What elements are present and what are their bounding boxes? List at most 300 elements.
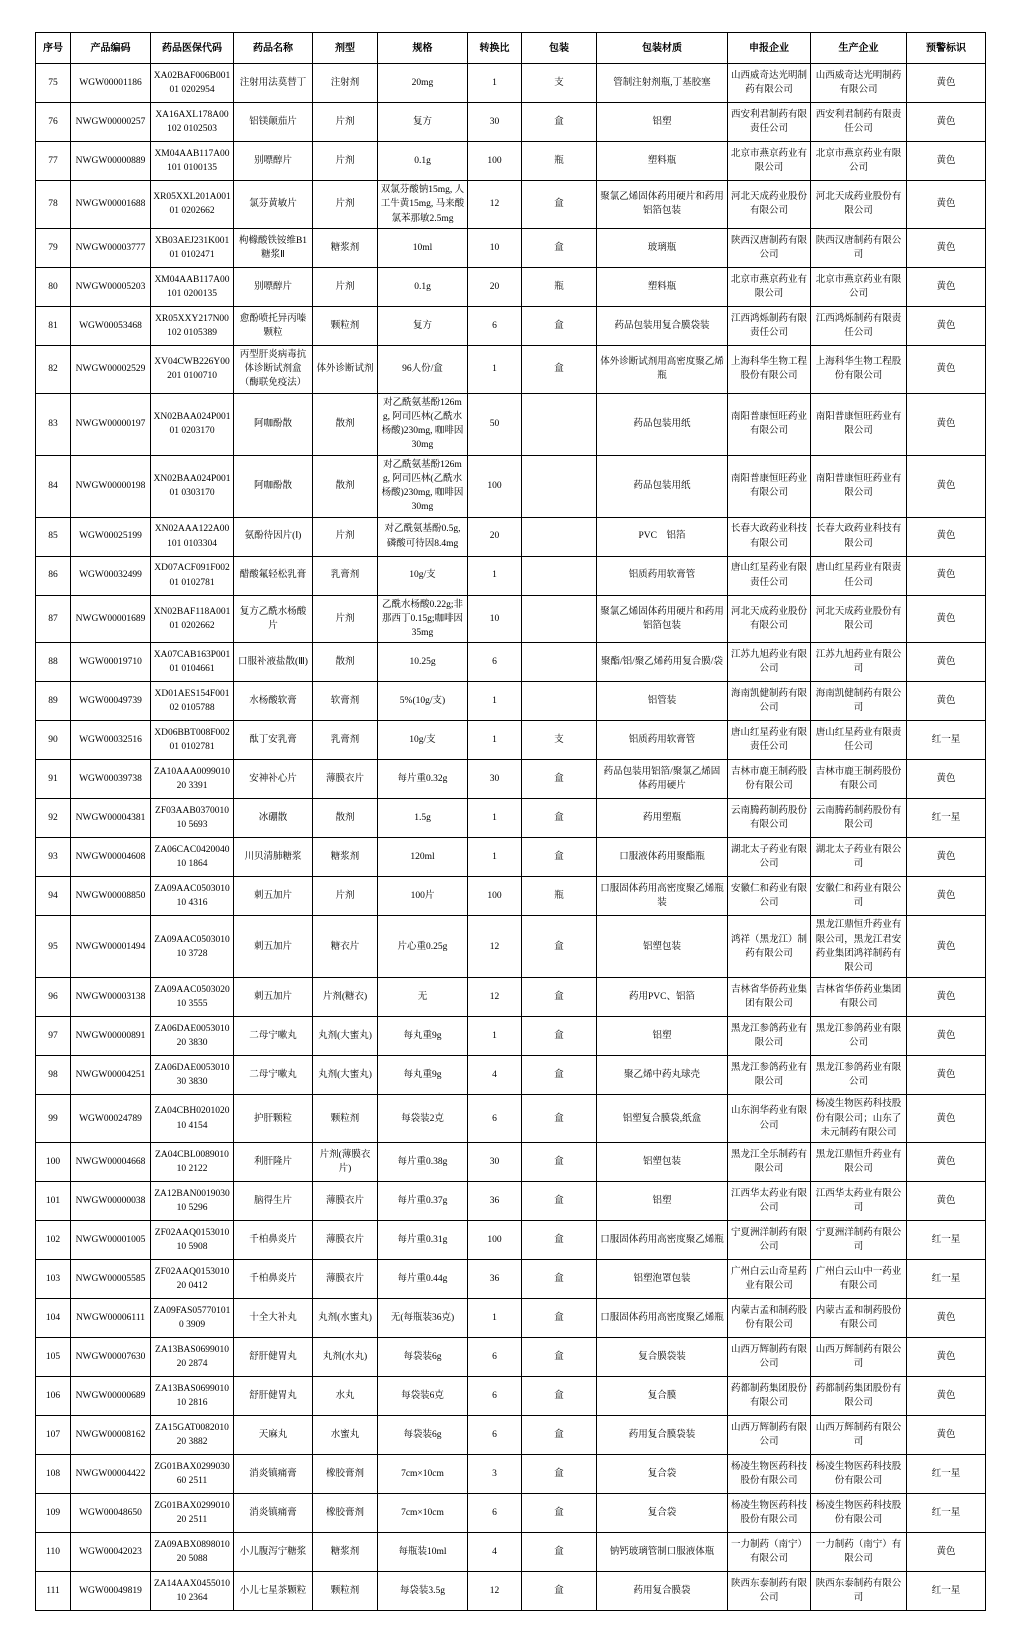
cell-conversion-ratio: 10 xyxy=(468,228,522,267)
cell-dosage-form: 薄膜衣片 xyxy=(313,1221,378,1260)
table-row xyxy=(36,393,986,455)
table-row xyxy=(36,1017,986,1056)
cell-conversion-ratio: 100 xyxy=(468,142,522,181)
cell-package: 支 xyxy=(522,721,597,760)
cell-package: 盒 xyxy=(522,799,597,838)
cell-spec: 10ml xyxy=(378,228,468,267)
cell-seq: 93 xyxy=(36,838,71,877)
cell-seq: 100 xyxy=(36,1143,71,1182)
cell-package-material: 聚氯乙烯固体药用硬片和药用铝箔包装 xyxy=(597,181,728,229)
cell-insurance-code: ZA13BAS069901010 2816 xyxy=(151,1377,234,1416)
cell-package-material: 药用复合膜袋装 xyxy=(597,1416,728,1455)
table-row xyxy=(36,1455,986,1494)
cell-insurance-code: ZA06CAC042004010 1864 xyxy=(151,838,234,877)
cell-product-code: NWGW00007630 xyxy=(71,1338,151,1377)
table-row xyxy=(36,1221,986,1260)
cell-manufacturer: 陕西汉唐制药有限公司 xyxy=(811,228,907,267)
cell-dosage-form: 乳膏剂 xyxy=(313,556,378,595)
cell-drug-name: 刺五加片 xyxy=(234,978,313,1017)
cell-warning-label: 黄色 xyxy=(907,838,986,877)
cell-conversion-ratio: 36 xyxy=(468,1182,522,1221)
cell-dosage-form: 丸剂(水蜜丸) xyxy=(313,1299,378,1338)
table-row xyxy=(36,345,986,393)
cell-conversion-ratio: 36 xyxy=(468,1260,522,1299)
cell-package: 瓶 xyxy=(522,267,597,306)
cell-drug-name: 铝镁颠茄片 xyxy=(234,103,313,142)
table-row xyxy=(36,838,986,877)
cell-package-material: 口服固体药用高密度聚乙烯瓶 xyxy=(597,1299,728,1338)
cell-conversion-ratio: 3 xyxy=(468,1455,522,1494)
cell-spec: 每袋装2克 xyxy=(378,1095,468,1143)
cell-seq: 80 xyxy=(36,267,71,306)
cell-seq: 101 xyxy=(36,1182,71,1221)
cell-drug-name: 氨酚待因片(Ⅰ) xyxy=(234,517,313,556)
table-header xyxy=(36,33,986,64)
cell-product-code: NWGW00001688 xyxy=(71,181,151,229)
cell-dosage-form: 片剂 xyxy=(313,142,378,181)
cell-manufacturer: 广州白云山中一药业有限公司 xyxy=(811,1260,907,1299)
cell-package-material: 铝塑泡罩包装 xyxy=(597,1260,728,1299)
cell-seq: 75 xyxy=(36,64,71,103)
cell-product-code: WGW00032499 xyxy=(71,556,151,595)
cell-spec: 10g/支 xyxy=(378,556,468,595)
cell-dosage-form: 片剂 xyxy=(313,517,378,556)
cell-conversion-ratio: 6 xyxy=(468,1377,522,1416)
cell-seq: 107 xyxy=(36,1416,71,1455)
cell-dosage-form: 橡胶膏剂 xyxy=(313,1455,378,1494)
cell-product-code: NWGW00000891 xyxy=(71,1017,151,1056)
cell-warning-label: 红一星 xyxy=(907,1455,986,1494)
cell-spec: 0.1g xyxy=(378,267,468,306)
cell-package: 盒 xyxy=(522,760,597,799)
cell-package xyxy=(522,556,597,595)
cell-warning-label: 黄色 xyxy=(907,1338,986,1377)
cell-spec: 每袋装6g xyxy=(378,1338,468,1377)
cell-conversion-ratio: 12 xyxy=(468,1572,522,1611)
cell-manufacturer: 黑龙江参鸽药业有限公司 xyxy=(811,1056,907,1095)
cell-conversion-ratio: 6 xyxy=(468,1338,522,1377)
cell-drug-name: 小儿腹泻宁糖浆 xyxy=(234,1533,313,1572)
cell-conversion-ratio: 6 xyxy=(468,1416,522,1455)
cell-product-code: NWGW00004381 xyxy=(71,799,151,838)
column-header-manufacturer: 生产企业 xyxy=(811,33,907,64)
cell-product-code: NWGW00000197 xyxy=(71,393,151,455)
cell-declaring-company: 唐山红星药业有限责任公司 xyxy=(728,721,811,760)
cell-dosage-form: 薄膜衣片 xyxy=(313,760,378,799)
table-row xyxy=(36,1095,986,1143)
cell-manufacturer: 河北天成药业股份有限公司 xyxy=(811,181,907,229)
cell-drug-name: 二母宁嗽丸 xyxy=(234,1017,313,1056)
cell-warning-label: 黄色 xyxy=(907,103,986,142)
cell-insurance-code: ZA09AAC050301010 3728 xyxy=(151,916,234,978)
cell-drug-name: 复方乙酰水杨酸片 xyxy=(234,595,313,643)
cell-warning-label: 黄色 xyxy=(907,556,986,595)
cell-dosage-form: 注射剂 xyxy=(313,64,378,103)
cell-seq: 105 xyxy=(36,1338,71,1377)
cell-conversion-ratio: 1 xyxy=(468,1299,522,1338)
cell-package: 盒 xyxy=(522,1299,597,1338)
cell-manufacturer: 海南凯健制药有限公司 xyxy=(811,682,907,721)
cell-manufacturer: 黑龙江鼎恒升药业有限公司，黑龙江君安药业集团鸿祥制药有限公司 xyxy=(811,916,907,978)
cell-spec: 无 xyxy=(378,978,468,1017)
cell-seq: 85 xyxy=(36,517,71,556)
cell-drug-name: 二母宁嗽丸 xyxy=(234,1056,313,1095)
cell-package: 盒 xyxy=(522,1533,597,1572)
cell-insurance-code: XM04AAB117A00101 0100135 xyxy=(151,142,234,181)
cell-warning-label: 黄色 xyxy=(907,142,986,181)
cell-package-material: 铝管装 xyxy=(597,682,728,721)
cell-package: 盒 xyxy=(522,1338,597,1377)
cell-manufacturer: 黑龙江鼎恒升药业有限公司 xyxy=(811,1143,907,1182)
cell-insurance-code: ZA09AAC050301010 4316 xyxy=(151,877,234,916)
cell-product-code: NWGW00006111 xyxy=(71,1299,151,1338)
cell-spec: 无(每瓶装36克) xyxy=(378,1299,468,1338)
cell-seq: 89 xyxy=(36,682,71,721)
cell-manufacturer: 安徽仁和药业有限公司 xyxy=(811,877,907,916)
cell-seq: 76 xyxy=(36,103,71,142)
cell-dosage-form: 散剂 xyxy=(313,643,378,682)
cell-manufacturer: 湖北太子药业有限公司 xyxy=(811,838,907,877)
cell-conversion-ratio: 6 xyxy=(468,1494,522,1533)
cell-package-material: 药用PVC、铝箔 xyxy=(597,978,728,1017)
cell-seq: 99 xyxy=(36,1095,71,1143)
cell-declaring-company: 黑龙江全乐制药有限公司 xyxy=(728,1143,811,1182)
cell-package: 盒 xyxy=(522,838,597,877)
cell-insurance-code: XN02BAA024P00101 0203170 xyxy=(151,393,234,455)
table-row xyxy=(36,103,986,142)
cell-spec: 0.1g xyxy=(378,142,468,181)
cell-warning-label: 黄色 xyxy=(907,306,986,345)
cell-package: 盒 xyxy=(522,1494,597,1533)
cell-drug-name: 醋酸氟轻松乳膏 xyxy=(234,556,313,595)
cell-declaring-company: 湖北太子药业有限公司 xyxy=(728,838,811,877)
cell-seq: 95 xyxy=(36,916,71,978)
cell-declaring-company: 吉林省华侨药业集团有限公司 xyxy=(728,978,811,1017)
column-header-warning-label: 预警标识 xyxy=(907,33,986,64)
cell-dosage-form: 糖衣片 xyxy=(313,916,378,978)
cell-package: 盒 xyxy=(522,978,597,1017)
cell-dosage-form: 糖浆剂 xyxy=(313,838,378,877)
cell-drug-name: 愈酚喷托异丙嗪颗粒 xyxy=(234,306,313,345)
cell-dosage-form: 散剂 xyxy=(313,455,378,517)
cell-spec: 对乙酰氨基酚126mg, 阿司匹林(乙酰水杨酸)230mg, 咖啡因30mg xyxy=(378,455,468,517)
table-row xyxy=(36,1494,986,1533)
cell-manufacturer: 长春大政药业科技有限公司 xyxy=(811,517,907,556)
cell-declaring-company: 江西华太药业有限公司 xyxy=(728,1182,811,1221)
cell-package-material: 铝质药用软膏管 xyxy=(597,556,728,595)
cell-declaring-company: 北京市燕京药业有限公司 xyxy=(728,142,811,181)
column-header-seq: 序号 xyxy=(36,33,71,64)
cell-manufacturer: 北京市燕京药业有限公司 xyxy=(811,142,907,181)
cell-spec: 每片重0.44g xyxy=(378,1260,468,1299)
cell-manufacturer: 江苏九旭药业有限公司 xyxy=(811,643,907,682)
cell-warning-label: 黄色 xyxy=(907,1299,986,1338)
column-header-package: 包装 xyxy=(522,33,597,64)
cell-package: 盒 xyxy=(522,1095,597,1143)
cell-package-material: 铝塑包装 xyxy=(597,916,728,978)
cell-declaring-company: 江西鸿烁制药有限责任公司 xyxy=(728,306,811,345)
cell-manufacturer: 杨凌生物医药科技股份有限公司 xyxy=(811,1455,907,1494)
cell-package xyxy=(522,393,597,455)
cell-conversion-ratio: 4 xyxy=(468,1533,522,1572)
cell-dosage-form: 糖浆剂 xyxy=(313,1533,378,1572)
cell-seq: 108 xyxy=(36,1455,71,1494)
cell-spec: 复方 xyxy=(378,306,468,345)
cell-manufacturer: 北京市燕京药业有限公司 xyxy=(811,267,907,306)
cell-drug-name: 枸橼酸铁铵维B1糖浆Ⅱ xyxy=(234,228,313,267)
cell-dosage-form: 颗粒剂 xyxy=(313,306,378,345)
cell-declaring-company: 山西威奇达光明制药有限公司 xyxy=(728,64,811,103)
cell-seq: 82 xyxy=(36,345,71,393)
cell-product-code: WGW00049739 xyxy=(71,682,151,721)
cell-package-material: 管制注射剂瓶,丁基胶塞 xyxy=(597,64,728,103)
table-row xyxy=(36,267,986,306)
table-row xyxy=(36,916,986,978)
cell-spec: 每袋装6克 xyxy=(378,1377,468,1416)
cell-seq: 98 xyxy=(36,1056,71,1095)
cell-conversion-ratio: 6 xyxy=(468,643,522,682)
cell-insurance-code: XA16AXL178A00102 0102503 xyxy=(151,103,234,142)
table-row xyxy=(36,1299,986,1338)
cell-package: 盒 xyxy=(522,306,597,345)
cell-warning-label: 红一星 xyxy=(907,1221,986,1260)
cell-package: 盒 xyxy=(522,228,597,267)
cell-warning-label: 黄色 xyxy=(907,517,986,556)
cell-drug-name: 安神补心片 xyxy=(234,760,313,799)
cell-package-material: 复合袋 xyxy=(597,1455,728,1494)
cell-product-code: NWGW00008162 xyxy=(71,1416,151,1455)
cell-drug-name: 酞丁安乳膏 xyxy=(234,721,313,760)
column-header-insurance-code: 药品医保代码 xyxy=(151,33,234,64)
cell-declaring-company: 黑龙江参鸽药业有限公司 xyxy=(728,1056,811,1095)
cell-package: 支 xyxy=(522,64,597,103)
cell-seq: 79 xyxy=(36,228,71,267)
cell-package: 盒 xyxy=(522,345,597,393)
cell-seq: 109 xyxy=(36,1494,71,1533)
cell-manufacturer: 陕西东泰制药有限公司 xyxy=(811,1572,907,1611)
cell-dosage-form: 薄膜衣片 xyxy=(313,1182,378,1221)
table-row xyxy=(36,181,986,229)
cell-insurance-code: ZA09AAC050302010 3555 xyxy=(151,978,234,1017)
cell-manufacturer: 云南腾药制药股份有限公司 xyxy=(811,799,907,838)
cell-package-material: 聚酯/铝/聚乙烯药用复合膜/袋 xyxy=(597,643,728,682)
cell-drug-name: 丙型肝炎病毒抗体诊断试剂盒（酶联免疫法） xyxy=(234,345,313,393)
cell-warning-label: 黄色 xyxy=(907,643,986,682)
cell-manufacturer: 河北天成药业股份有限公司 xyxy=(811,595,907,643)
cell-dosage-form: 片剂(糖衣) xyxy=(313,978,378,1017)
cell-package-material: 塑料瓶 xyxy=(597,267,728,306)
table-row xyxy=(36,760,986,799)
cell-conversion-ratio: 6 xyxy=(468,1095,522,1143)
cell-product-code: WGW00025199 xyxy=(71,517,151,556)
cell-conversion-ratio: 1 xyxy=(468,721,522,760)
cell-seq: 91 xyxy=(36,760,71,799)
cell-declaring-company: 陕西汉唐制药有限公司 xyxy=(728,228,811,267)
cell-warning-label: 红一星 xyxy=(907,1494,986,1533)
cell-warning-label: 黄色 xyxy=(907,228,986,267)
cell-declaring-company: 河北天成药业股份有限公司 xyxy=(728,595,811,643)
cell-package xyxy=(522,682,597,721)
cell-package-material: 口服液体药用聚酯瓶 xyxy=(597,838,728,877)
column-header-product-code: 产品编码 xyxy=(71,33,151,64)
cell-package-material: 复合膜袋装 xyxy=(597,1338,728,1377)
cell-dosage-form: 颗粒剂 xyxy=(313,1572,378,1611)
cell-insurance-code: ZA14AAX045501010 2364 xyxy=(151,1572,234,1611)
cell-drug-name: 天麻丸 xyxy=(234,1416,313,1455)
cell-product-code: NWGW00000198 xyxy=(71,455,151,517)
cell-spec: 1.5g xyxy=(378,799,468,838)
cell-package-material: 体外诊断试剂用高密度聚乙烯瓶 xyxy=(597,345,728,393)
cell-package-material: 复合袋 xyxy=(597,1494,728,1533)
cell-dosage-form: 水丸 xyxy=(313,1377,378,1416)
cell-seq: 77 xyxy=(36,142,71,181)
cell-drug-name: 十全大补丸 xyxy=(234,1299,313,1338)
cell-manufacturer: 唐山红星药业有限责任公司 xyxy=(811,721,907,760)
cell-warning-label: 黄色 xyxy=(907,267,986,306)
cell-seq: 94 xyxy=(36,877,71,916)
cell-warning-label: 黄色 xyxy=(907,1143,986,1182)
cell-manufacturer: 上海科华生物工程股份有限公司 xyxy=(811,345,907,393)
cell-package-material: 铝质药用软膏管 xyxy=(597,721,728,760)
cell-package: 盒 xyxy=(522,1260,597,1299)
cell-package-material: 口服固体药用高密度聚乙烯瓶装 xyxy=(597,877,728,916)
table-row xyxy=(36,142,986,181)
cell-package: 瓶 xyxy=(522,142,597,181)
table-row xyxy=(36,978,986,1017)
cell-seq: 78 xyxy=(36,181,71,229)
cell-dosage-form: 散剂 xyxy=(313,799,378,838)
cell-manufacturer: 南阳普康恒旺药业有限公司 xyxy=(811,393,907,455)
column-header-declaring-company: 申报企业 xyxy=(728,33,811,64)
cell-package-material: 聚氯乙烯固体药用硬片和药用铝箔包装 xyxy=(597,595,728,643)
cell-package-material: 药品包装用复合膜袋装 xyxy=(597,306,728,345)
cell-dosage-form: 丸剂(水丸) xyxy=(313,1338,378,1377)
cell-insurance-code: ZA12BAN001903010 5296 xyxy=(151,1182,234,1221)
cell-product-code: NWGW00001689 xyxy=(71,595,151,643)
cell-spec: 乙酰水杨酸0.22g;非那西丁0.15g;咖啡因35mg xyxy=(378,595,468,643)
cell-declaring-company: 山东润华药业有限公司 xyxy=(728,1095,811,1143)
cell-package-material: 铝塑复合膜袋,纸盒 xyxy=(597,1095,728,1143)
cell-package xyxy=(522,595,597,643)
cell-dosage-form: 片剂 xyxy=(313,877,378,916)
cell-product-code: NWGW00004668 xyxy=(71,1143,151,1182)
cell-insurance-code: XD07ACF091F00201 0102781 xyxy=(151,556,234,595)
cell-manufacturer: 山西万辉制药有限公司 xyxy=(811,1416,907,1455)
cell-conversion-ratio: 100 xyxy=(468,1221,522,1260)
cell-seq: 111 xyxy=(36,1572,71,1611)
cell-dosage-form: 体外诊断试剂 xyxy=(313,345,378,393)
cell-manufacturer: 吉林市鹿王制药股份有限公司 xyxy=(811,760,907,799)
cell-seq: 86 xyxy=(36,556,71,595)
cell-drug-name: 别嘌醇片 xyxy=(234,267,313,306)
cell-warning-label: 黄色 xyxy=(907,1095,986,1143)
cell-spec: 5%(10g/支) xyxy=(378,682,468,721)
cell-seq: 90 xyxy=(36,721,71,760)
column-header-package-material: 包装材质 xyxy=(597,33,728,64)
cell-package-material: 复合膜 xyxy=(597,1377,728,1416)
cell-dosage-form: 乳膏剂 xyxy=(313,721,378,760)
cell-declaring-company: 唐山红星药业有限责任公司 xyxy=(728,556,811,595)
cell-spec: 120ml xyxy=(378,838,468,877)
cell-conversion-ratio: 30 xyxy=(468,1143,522,1182)
cell-package: 盒 xyxy=(522,1056,597,1095)
cell-drug-name: 护肝颗粒 xyxy=(234,1095,313,1143)
cell-spec: 每瓶装10ml xyxy=(378,1533,468,1572)
cell-drug-name: 舒肝健胃丸 xyxy=(234,1338,313,1377)
cell-product-code: WGW00042023 xyxy=(71,1533,151,1572)
cell-insurance-code: XN02BAA024P00101 0303170 xyxy=(151,455,234,517)
cell-product-code: NWGW00005585 xyxy=(71,1260,151,1299)
cell-product-code: WGW00048650 xyxy=(71,1494,151,1533)
cell-seq: 81 xyxy=(36,306,71,345)
cell-package xyxy=(522,455,597,517)
cell-dosage-form: 散剂 xyxy=(313,393,378,455)
cell-seq: 92 xyxy=(36,799,71,838)
cell-product-code: NWGW00003777 xyxy=(71,228,151,267)
cell-conversion-ratio: 50 xyxy=(468,393,522,455)
cell-dosage-form: 丸剂(大蜜丸) xyxy=(313,1017,378,1056)
cell-drug-name: 刺五加片 xyxy=(234,916,313,978)
cell-insurance-code: ZA13BAS069901020 2874 xyxy=(151,1338,234,1377)
cell-seq: 96 xyxy=(36,978,71,1017)
cell-dosage-form: 片剂(薄膜衣片) xyxy=(313,1143,378,1182)
cell-insurance-code: XR05XXY217N00102 0105389 xyxy=(151,306,234,345)
cell-spec: 对乙酰氨基酚126mg, 阿司匹林(乙酰水杨酸)230mg, 咖啡因30mg xyxy=(378,393,468,455)
cell-insurance-code: ZA04CBH020102010 4154 xyxy=(151,1095,234,1143)
cell-dosage-form: 软膏剂 xyxy=(313,682,378,721)
cell-declaring-company: 安徽仁和药业有限公司 xyxy=(728,877,811,916)
cell-spec: 每袋装3.5g xyxy=(378,1572,468,1611)
cell-conversion-ratio: 12 xyxy=(468,916,522,978)
cell-spec: 7cm×10cm xyxy=(378,1455,468,1494)
cell-conversion-ratio: 100 xyxy=(468,877,522,916)
cell-insurance-code: XN02BAF118A00101 0202662 xyxy=(151,595,234,643)
cell-package-material: 口服固体药用高密度聚乙烯瓶 xyxy=(597,1221,728,1260)
cell-insurance-code: XD01AES154F00102 0105788 xyxy=(151,682,234,721)
cell-spec: 每片重0.38g xyxy=(378,1143,468,1182)
cell-declaring-company: 山西万辉制药有限公司 xyxy=(728,1416,811,1455)
cell-package: 盒 xyxy=(522,1377,597,1416)
cell-product-code: NWGW00004422 xyxy=(71,1455,151,1494)
cell-declaring-company: 河北天成药业股份有限公司 xyxy=(728,181,811,229)
cell-dosage-form: 片剂 xyxy=(313,595,378,643)
cell-seq: 110 xyxy=(36,1533,71,1572)
cell-insurance-code: ZA09ABX089801020 5088 xyxy=(151,1533,234,1572)
cell-conversion-ratio: 6 xyxy=(468,306,522,345)
cell-product-code: WGW00024789 xyxy=(71,1095,151,1143)
cell-insurance-code: ZF02AAQ015301010 5908 xyxy=(151,1221,234,1260)
table-body xyxy=(36,64,986,1611)
cell-manufacturer: 山西万辉制药有限公司 xyxy=(811,1338,907,1377)
cell-product-code: NWGW00001005 xyxy=(71,1221,151,1260)
cell-declaring-company: 陕西东泰制药有限公司 xyxy=(728,1572,811,1611)
cell-manufacturer: 宁夏洲洋制药有限公司 xyxy=(811,1221,907,1260)
column-header-drug-name: 药品名称 xyxy=(234,33,313,64)
cell-declaring-company: 吉林市鹿王制药股份有限公司 xyxy=(728,760,811,799)
table-row xyxy=(36,877,986,916)
cell-package-material: 玻璃瓶 xyxy=(597,228,728,267)
cell-package xyxy=(522,517,597,556)
cell-warning-label: 红一星 xyxy=(907,1572,986,1611)
cell-package-material: 药品包装用铝箔/聚氯乙烯固体药用硬片 xyxy=(597,760,728,799)
table-row xyxy=(36,1143,986,1182)
cell-conversion-ratio: 20 xyxy=(468,267,522,306)
table-row xyxy=(36,1377,986,1416)
cell-warning-label: 黄色 xyxy=(907,1182,986,1221)
cell-spec: 每丸重9g xyxy=(378,1017,468,1056)
cell-dosage-form: 薄膜衣片 xyxy=(313,1260,378,1299)
cell-declaring-company: 黑龙江参鸽药业有限公司 xyxy=(728,1017,811,1056)
